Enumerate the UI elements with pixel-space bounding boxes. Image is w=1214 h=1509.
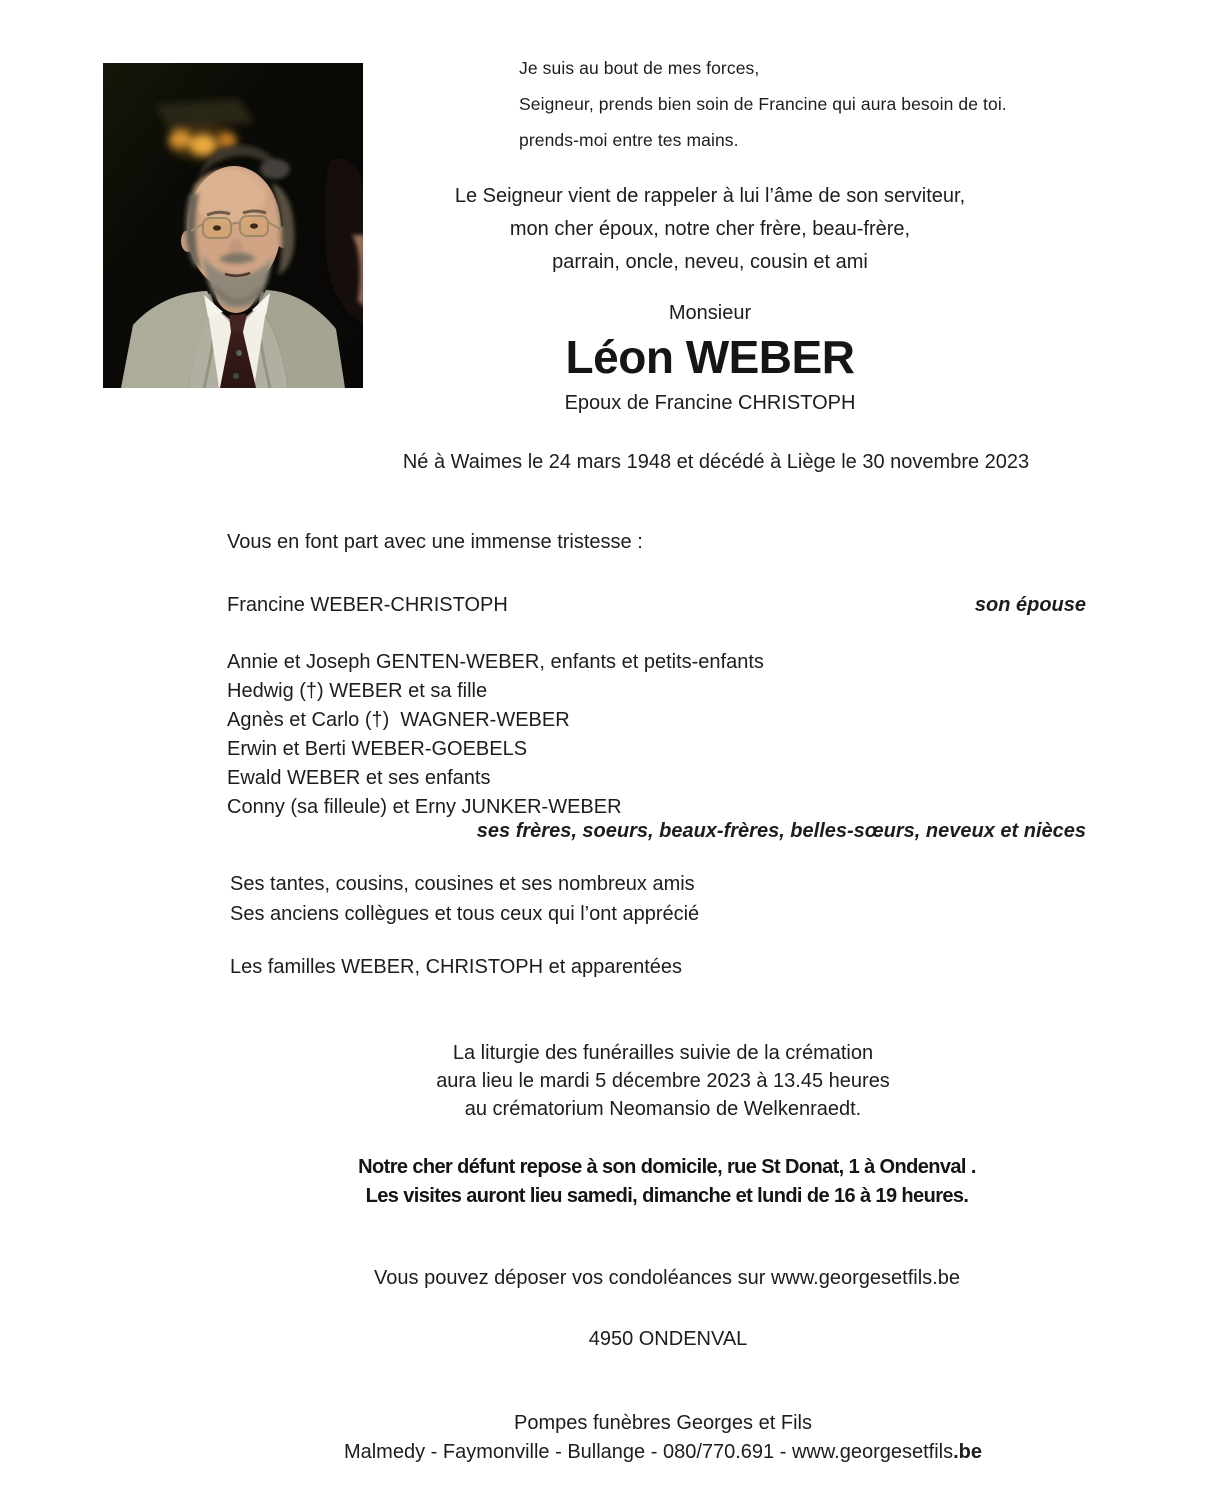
visitation-line: Les visites auront lieu samedi, dimanche et lundi de 16 à 19 heures. — [365, 1185, 969, 1207]
sibling-line: Annie et Joseph GENTEN-WEBER, enfants et petits-enfants — [227, 651, 764, 673]
deceased-honorific: Monsieur — [668, 302, 752, 324]
epigraph — [519, 50, 1007, 158]
sibling-line: Conny (sa filleule) et Erny JUNKER-WEBER — [227, 796, 622, 818]
announcement-line: parrain, oncle, neveu, cousin et ami — [552, 251, 868, 273]
other-mourners — [230, 869, 699, 929]
other-mourners-line: Ses anciens collègues et tous ceux qui l’ont apprécié — [230, 903, 700, 925]
deceased-title-block — [310, 301, 1110, 415]
epigraph-line: Je suis au bout de mes forces, — [519, 58, 760, 78]
funeral-home-contact — [263, 1438, 1063, 1467]
deceased-name: Léon WEBER — [565, 331, 855, 383]
sibling-line: Erwin et Berti WEBER-GOEBELS — [227, 738, 528, 760]
locality-line: 4950 ONDENVAL — [588, 1328, 748, 1350]
sibling-line: Ewald WEBER et ses enfants — [227, 767, 491, 789]
announcement — [310, 180, 1110, 279]
visitation-details — [267, 1153, 1067, 1211]
announcement-line: mon cher époux, notre cher frère, beau-frère, — [509, 218, 911, 240]
epigraph-line: Seigneur, prends bien soin de Francine qui aura besoin de toi. — [519, 94, 1007, 114]
condolences-line: Vous pouvez déposer vos condoléances sur www.georgesetfils.be — [374, 1267, 960, 1289]
siblings-list — [227, 648, 764, 822]
ceremony-details — [263, 1039, 1063, 1123]
ceremony-line: aura lieu le mardi 5 décembre 2023 à 13.45 heures — [436, 1070, 890, 1092]
sibling-line: Hedwig (†) WEBER et sa fille — [227, 680, 488, 702]
other-mourners-line: Ses tantes, cousins, cousines et ses nombreux amis — [230, 873, 695, 895]
funeral-home-contact-suffix: .be — [953, 1441, 983, 1463]
families-line: Les familles WEBER, CHRISTOPH et apparentées — [230, 956, 683, 978]
funeral-home-footer — [263, 1409, 1063, 1467]
deceased-spouse-line: Epoux de Francine CHRISTOPH — [564, 392, 856, 414]
ceremony-line: La liturgie des funérailles suivie de la crémation — [452, 1042, 874, 1064]
epigraph-line: prends-moi entre tes mains. — [519, 130, 739, 150]
spouse-relation: son épouse — [974, 594, 1086, 616]
ceremony-line: au crématorium Neomansio de Welkenraedt. — [464, 1098, 862, 1120]
siblings-relation: ses frères, soeurs, beaux-frères, belles-sœurs, neveux et nièces — [476, 820, 1086, 842]
sibling-line: Agnès et Carlo (†) WAGNER-WEBER — [227, 709, 570, 731]
funeral-home-name: Pompes funèbres Georges et Fils — [514, 1412, 812, 1434]
funeral-home-contact-text: Malmedy - Faymonville - Bullange - 080/770.691 - www.georgesetfils — [343, 1441, 954, 1463]
notice-intro: Vous en font part avec une immense tristesse : — [227, 531, 643, 553]
visitation-line: Notre cher défunt repose à son domicile, rue St Donat, 1 à Ondenval . — [358, 1156, 976, 1178]
spouse-name: Francine WEBER-CHRISTOPH — [227, 594, 508, 616]
announcement-line: Le Seigneur vient de rappeler à lui l’âme de son serviteur, — [454, 185, 966, 207]
spouse-row — [227, 594, 1086, 617]
life-dates: Né à Waimes le 24 mars 1948 et décédé à Liège le 30 novembre 2023 — [402, 451, 1030, 473]
